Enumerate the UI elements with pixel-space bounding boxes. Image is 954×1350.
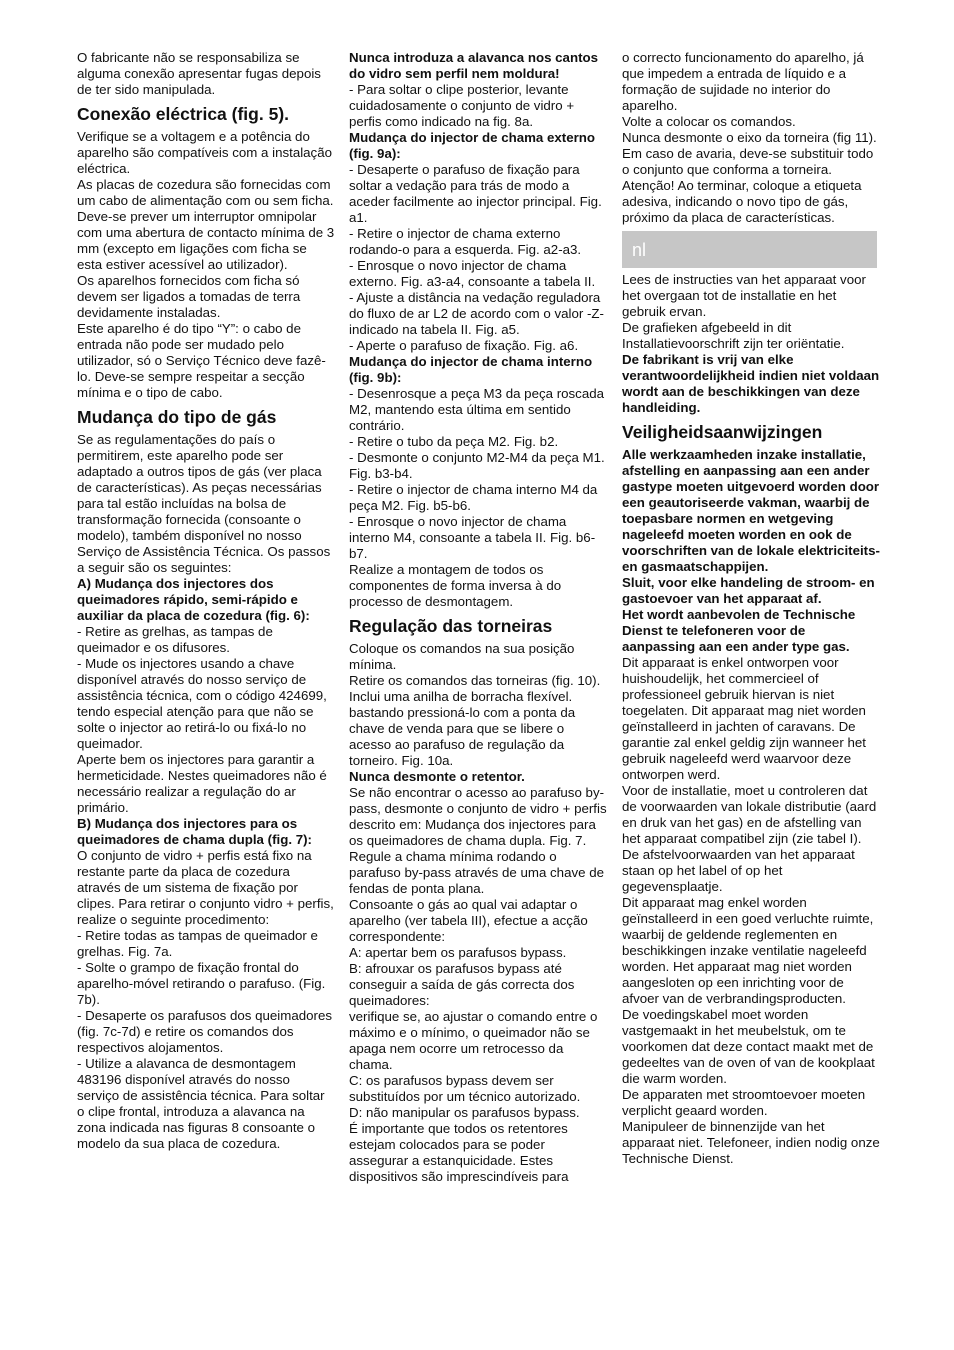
veiligheid-bold-paragraph: Alle werkzaamheden inzake installatie, afstelling en aanpassing aan een ander gastype moeten uitgevoerd worden door een geautoriseerde vakman, waarbij de toepasbare normen en wetgeving nageleefd moeten worden en ook de voorschriften van de lokale elektriciteits- en gasmaatschappijen. Sluit, voor elke handeling de stroom- en gastoevoer van het apparaat af. Het wordt aanbevolen de Technische Dienst te telefoneren voor de aanpassing aan een ander type gas. — [622, 447, 880, 654]
subheading-retentor: Nunca desmonte o retentor. — [349, 769, 525, 784]
column-1 — [77, 50, 335, 1152]
mudanca-paragraph: Se as regulamentações do país o permitirem, este aparelho pode ser adaptado a outros tipos de gás (ver placa de características). As peças necessárias para tal estão incluídas na bolsa de transformação fornecida (consoante o modelo), também disponível no nosso Serviço de Assistência Técnica. Os passos a seguir são os seguintes: — [77, 432, 331, 575]
heading-veiligheid: Veiligheidsaanwijzingen — [622, 422, 823, 442]
language-bar-nl — [622, 231, 877, 268]
retentor-paragraph: Se não encontrar o acesso ao parafuso by-pass, desmonte o conjunto de vidro + perfis descrito em: Mudança dos injectores para os queimadores de chama dupla. Fig. 7. Regule a chama mínima rodando o parafuso by-pass através de uma chave de fendas de ponta plana. Consoante o gás ao qual vai adaptar o aparelho (ver tabela III), efectue a acção correspondente: A: apertar bem os parafusos bypass. B: afrouxar os parafusos bypass até conseguir a saída de gás correcta dos queimadores: verifique se, ao ajustar o comando entre o máximo e o mínimo, o queimador não se apaga nem ocorre um retrocesso da chama. C: os parafusos bypass devem ser substituídos por um técnico autorizado. D: não manipular os parafusos bypass. É importante que todos os retentores estejam colocados para se poder assegurar a estanquicidade. Estes dispositivos são imprescindíveis para — [349, 785, 607, 1184]
nl-disclaimer: De fabrikant is vrij van elke verantwoordelijkheid indien niet voldaan wordt aan de beschikkingen van deze handleiding. — [622, 352, 880, 415]
language-code: nl — [632, 240, 647, 260]
section-a-paragraph: - Retire as grelhas, as tampas de queimador e os difusores. - Mude os injectores usando a chave disponível através do nosso serviço de assistência técnica, com o código 424699, tendo especial atenção para que não se solte o injector ao retirá-lo ou fixá-lo no queimador. Aperte bem os injectores para garantir a hermeticidade. Nestes queimadores não é necessário realizar a regulação do ar primário. — [77, 624, 327, 815]
intro-paragraph: O fabricante não se responsabiliza se alguma conexão apresentar fugas depois de ter sido manipulada. — [77, 50, 321, 97]
heading-conexao-electrica: Conexão eléctrica (fig. 5). — [77, 104, 290, 124]
subheading-external-injector: Mudança do injector de chama externo (fig. 9a): — [349, 130, 596, 161]
nl-intro-paragraph: Lees de instructies van het apparaat voor het overgaan tot de installatie en het gebruik ervan. De grafieken afgebeeld in dit Installatievoorschrift zijn ter oriëntatie. — [622, 272, 866, 351]
column-3 — [622, 50, 880, 1167]
heading-regulacao: Regulação das torneiras — [349, 616, 553, 636]
subheading-a: A) Mudança dos injectores dos queimadores rápido, semi-rápido e auxiliar da placa de cozedura (fig. 6): — [77, 576, 310, 623]
warning-paragraph: - Para soltar o clipe posterior, levante cuidadosamente o conjunto de vidro + perfis como indicado na fig. 8a. — [349, 82, 575, 129]
continuation-paragraph: o correcto funcionamento do aparelho, já que impedem a entrada de líquido e a formação de sujidade no interior do aparelho. Volte a colocar os comandos. Nunca desmonte o eixo da torneira (fig 11). Em caso de avaria, deve-se substituir todo o conjunto que conforma a torneira. Atenção! Ao terminar, coloque a etiqueta adesiva, indicando o novo tipo de gás, próximo da placa de características. — [622, 50, 877, 225]
heading-mudanca-gas: Mudança do tipo de gás — [77, 407, 277, 427]
subheading-internal-injector: Mudança do injector de chama interno (fig. 9b): — [349, 354, 593, 385]
column-2 — [349, 50, 607, 1185]
veiligheid-paragraph: Dit apparaat is enkel ontworpen voor huishoudelijk, het commercieel of professioneel gebruik hiervan is niet toegelaten. Dit apparaat mag niet worden geïnstalleerd in jachten of caravans. De garantie zal enkel geldig zijn wanneer het gebruik nageleefd werd waarvoor deze ontworpen werd. Voor de installatie, moet u controleren dat de voorwaarden van lokale distributie (aard en druk van het gas) en de afstelling van het apparaat compatibel zijn (zie tabel I). De afstelvoorwaarden van het apparaat staan op het label of op het gegevensplaatje. Dit apparaat mag enkel worden geïnstalleerd in een goed verluchte ruimte, waarbij de geldende reglementen en beschikkingen inzake ventilatie nageleefd worden. Het apparaat mag niet worden aangesloten op een inrichting voor de afvoer van de verbrandingsproducten. De voedingskabel moet worden vastgemaakt in het meubelstuk, om te voorkomen dat deze contact maakt met de gedeeltes van de oven of van de kookplaat die warm worden. De apparaten met stroomtoevoer moeten verplicht geaard worden. Manipuleer de binnenzijde van het apparaat niet. Telefoneer, indien nodig onze Technische Dienst. — [622, 655, 880, 1166]
warning-heading: Nunca introduza a alavanca nos cantos do vidro sem perfil nem moldura! — [349, 50, 599, 81]
external-injector-paragraph: - Desaperte o parafuso de fixação para soltar a vedação para trás de modo a aceder facilmente ao injector principal. Fig. a1. - Retire o injector de chama externo rodando-o para a esquerda. Fig. a2-a3. - Enrosque o novo injector de chama externo. Fig. a3-a4, consoante a tabela II. - Ajuste a distância na vedação reguladora do fluxo de ar L2 de acordo com o valor -Z- indicado na tabela II. Fig. a5. - Aperte o parafuso de fixação. Fig. a6. — [349, 162, 604, 353]
regulacao-paragraph: Coloque os comandos na sua posição mínima. Retire os comandos das torneiras (fig. 10). Inclui uma anilha de borracha flexível. bastando pressioná-lo com a ponta da chave de venda para que se libere o acesso ao parafuso de regulação da torneiro. Fig. 10a. — [349, 641, 601, 768]
internal-injector-paragraph: - Desenrosque a peça M3 da peça roscada M2, mantendo esta última em sentido contrário. - Retire o tubo da peça M2. Fig. b2. - Desmonte o conjunto M2-M4 da peça M1. Fig. b3-b4. - Retire o injector de chama interno M4 da peça M2. Fig. b5-b6. - Enrosque o novo injector de chama interno M4, consoante a tabela II. Fig. b6-b7. Realize a montagem de todos os componentes de forma inversa à do processo de desmontagem. — [349, 386, 605, 609]
section-b-paragraph: O conjunto de vidro + perfis está fixo na restante parte da placa de cozedura através de um sistema de fixação por clipes. Para retirar o conjunto vidro + perfis, realize o seguinte procedimento: - Retire todas as tampas de queimador e grelhas. Fig. 7a. - Solte o grampo de fixação frontal do aparelho-móvel retirando o parafuso. (Fig. 7b). - Desaperte os parafusos dos queimadores (fig. 7c-7d) e retire os comandos dos respectivos alojamentos. - Utilize a alavanca de desmontagem 483196 disponível através do nosso serviço de assistência técnica. Para soltar o clipe frontal, introduza a alavanca na zona indicada nas figuras 8 consoante o modelo da sua placa de cozedura. — [77, 848, 334, 1151]
subheading-b: B) Mudança dos injectores para os queimadores de chama dupla (fig. 7): — [77, 816, 312, 847]
conexao-paragraph: Verifique se a voltagem e a potência do aparelho são compatíveis com a instalação eléctrica. As placas de cozedura são fornecidas com um cabo de alimentação com ou sem ficha. Deve-se prever um interruptor omnipolar com uma abertura de contacto mínima de 3 mm (excepto em ligações com ficha se esta estiver acessível ao utilizador). Os aparelhos fornecidos com ficha só devem ser ligados a tomadas de terra devidamente instaladas. Este aparelho é do tipo “Y”: o cabo de entrada não pode ser mudado pelo utilizador, só o Serviço Técnico deve fazê-lo. Deve-se sempre respeitar a secção mínima e o tipo de cabo. — [77, 129, 335, 400]
